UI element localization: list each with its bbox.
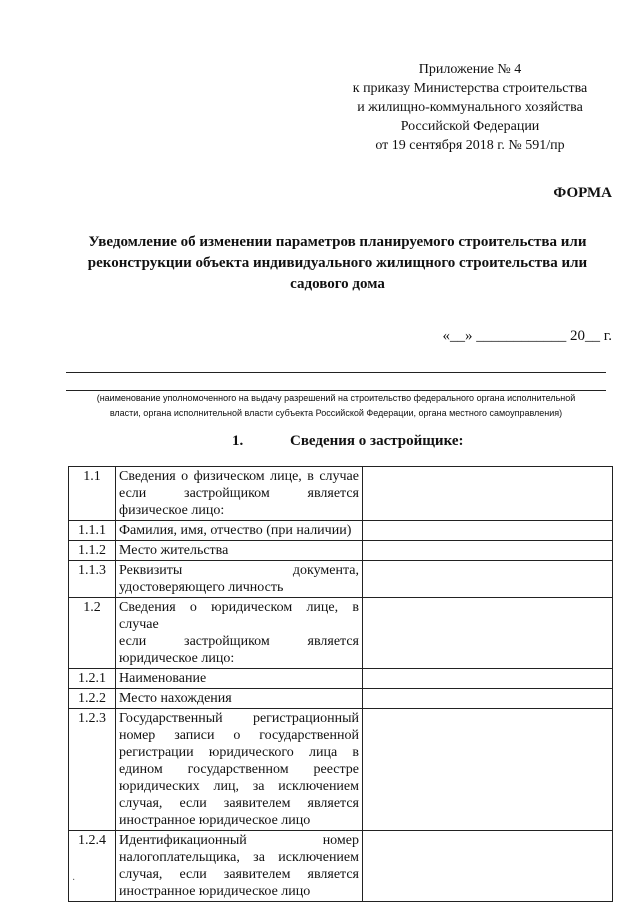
table-row xyxy=(69,541,613,561)
row-value-field[interactable] xyxy=(363,467,613,521)
date-field[interactable]: «__» ____________ 20__ г. xyxy=(442,328,612,344)
row-value-field[interactable] xyxy=(363,561,613,598)
appendix-line: и жилищно-коммунального хозяйства xyxy=(357,100,583,115)
row-label-line: Государственный регистрационный xyxy=(119,711,359,726)
row-label-line: Сведения о физическом лице, в случае xyxy=(119,469,359,484)
appendix-line: к приказу Министерства строительства xyxy=(352,81,588,96)
row-label-line: Реквизиты документа, xyxy=(119,563,359,578)
row-number: 1.2 xyxy=(69,598,116,669)
title-line: садового дома xyxy=(290,276,385,292)
caption-line: (наименование уполномоченного на выдачу разрешений на строительство федерального органа исполнительной xyxy=(96,393,576,403)
row-value-field[interactable] xyxy=(363,709,613,831)
row-number: 1.2.1 xyxy=(69,669,116,689)
row-number: 1.1.3 xyxy=(69,561,116,598)
row-label xyxy=(116,831,363,902)
row-number: 1.2.2 xyxy=(69,689,116,709)
table-row xyxy=(69,709,613,831)
row-value-field[interactable] xyxy=(363,689,613,709)
row-label: Место жительства xyxy=(116,541,363,561)
row-number: 1.1 xyxy=(69,467,116,521)
row-value-field[interactable] xyxy=(363,669,613,689)
table-row xyxy=(69,521,613,541)
row-number: 1.1.1 xyxy=(69,521,116,541)
row-label-line: регистрации юридического лица в xyxy=(119,745,359,760)
row-label-line: юридическое лицо: xyxy=(119,651,235,666)
row-label-line: удостоверяющего личность xyxy=(119,580,284,595)
caption-line: власти, органа исполнительной власти субъекта Российской Федерации, органа местного самоуправления) xyxy=(109,408,563,418)
row-label xyxy=(116,467,363,521)
row-label-line: юридических лиц, за исключением xyxy=(119,779,359,794)
title-line: Уведомление об изменении параметров планируемого строительства или xyxy=(88,234,587,250)
row-label xyxy=(116,561,363,598)
row-label-line: едином государственном реестре xyxy=(119,762,359,777)
scan-mark: · xyxy=(72,875,76,886)
row-number: 1.2.3 xyxy=(69,709,116,831)
authority-name-line-1[interactable] xyxy=(66,372,606,373)
row-label-line: номер записи о государственной xyxy=(119,728,359,743)
row-label-line: Сведения о юридическом лице, в случае xyxy=(119,600,359,632)
appendix-line: от 19 сентября 2018 г. № 591/пр xyxy=(375,138,565,153)
table-row xyxy=(69,598,613,669)
row-value-field[interactable] xyxy=(363,521,613,541)
table-row xyxy=(69,669,613,689)
row-number: 1.2.4 xyxy=(69,831,116,902)
row-label-line: Идентификационный номер xyxy=(119,833,359,848)
appendix-line: Российской Федерации xyxy=(400,119,540,134)
row-label-line: иностранное юридическое лицо xyxy=(119,884,311,899)
row-label-line: физическое лицо: xyxy=(119,503,225,518)
row-label-line: налогоплательщика, за исключением xyxy=(119,850,359,865)
section-number: 1. xyxy=(232,433,244,449)
row-label xyxy=(116,598,363,669)
developer-info-table xyxy=(68,466,613,902)
row-label-line: если застройщиком является xyxy=(119,634,359,649)
document-title xyxy=(60,232,615,295)
table-row xyxy=(69,561,613,598)
row-value-field[interactable] xyxy=(363,831,613,902)
form-label: ФОРМА xyxy=(553,185,612,201)
row-label-line: если застройщиком является xyxy=(119,486,359,501)
row-label: Наименование xyxy=(116,669,363,689)
appendix-line: Приложение № 4 xyxy=(418,62,522,77)
section-title: Сведения о застройщике: xyxy=(290,433,464,449)
authority-caption xyxy=(66,391,606,421)
row-label: Фамилия, имя, отчество (при наличии) xyxy=(116,521,363,541)
row-number: 1.1.2 xyxy=(69,541,116,561)
table-row xyxy=(69,831,613,902)
row-label-line: случая, если заявителем является xyxy=(119,796,359,811)
row-value-field[interactable] xyxy=(363,598,613,669)
title-line: реконструкции объекта индивидуального жилищного строительства или xyxy=(87,255,588,271)
row-label: Место нахождения xyxy=(116,689,363,709)
row-label-line: иностранное юридическое лицо xyxy=(119,813,311,828)
row-label-line: случая, если заявителем является xyxy=(119,867,359,882)
table-row xyxy=(69,689,613,709)
table-row xyxy=(69,467,613,521)
row-label xyxy=(116,709,363,831)
row-value-field[interactable] xyxy=(363,541,613,561)
appendix-header xyxy=(330,60,610,155)
